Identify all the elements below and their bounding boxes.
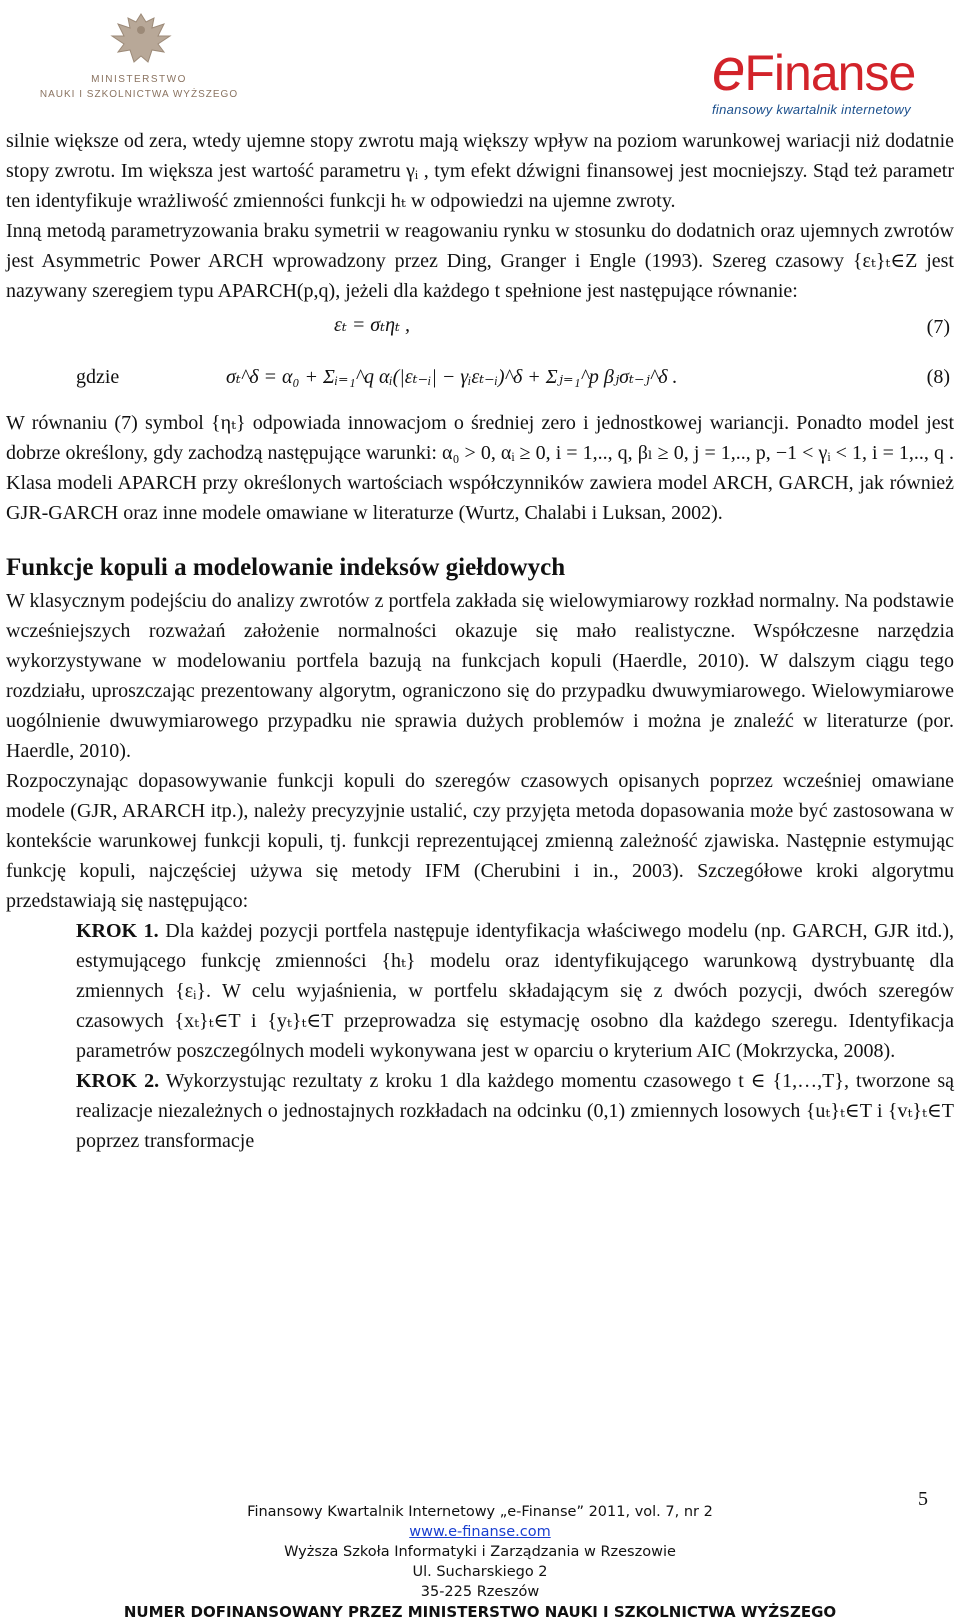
paragraph-1: silnie większe od zera, wtedy ujemne stopy zwrotu mają większy wpływ na poziom warunkowej wariacji niż dodatnie stopy zwrotu. Im większa jest wartość parametru γᵢ , tym efekt dźwigni finansowej jest mocniejszy. Stąd też parametr ten identyfikuje wrażliwość zmienności funkcji hₜ w odpowiedzi na ujemne zwroty. — [6, 130, 954, 212]
paragraph-2: Inną metodą parametryzowania braku symetrii w reagowaniu rynku w stosunku do dodatnich oraz ujemnych zwrotów jest Asymmetric Power ARCH wprowadzony przez Ding, Granger i Engle (1993). Szereg czasowy {εₜ}ₜ∈Z jest nazywany szeregiem typu APARCH(p,q), jeżeli dla każdego t spełnione jest następujące równanie: — [6, 220, 954, 302]
page-number: 5 — [918, 1488, 928, 1510]
equation-8-body: σₜ^δ = α₀ + Σᵢ₌₁^q αᵢ(|εₜ₋ᵢ| − γᵢεₜ₋ᵢ)^δ + Σⱼ₌₁^p βⱼσₜ₋ⱼ^δ . — [226, 366, 678, 388]
ministry-name-line2: NAUKI I SZKOLNICTWA WYŻSZEGO — [39, 89, 239, 100]
brand-name-e: e — [712, 36, 745, 103]
paragraph-4: W klasycznym podejściu do analizy zwrotów z portfela zakłada się wielowymiarowy rozkład normalny. Na podstawie wcześniejszych rozważań założenie normalności okazuje się mało realistyczne. Współczesne narzędzia wykorzystywane w modelowaniu portfela bazują na funkcjach kopuli (Haerdle, 2010). W dalszym ciągu tego rozdziału, uproszczając prezentowany algorytm, ograniczono się do przypadku dwuwymiarowego. Wielowymiarowe uogólnienie dwuwymiarowego przypadku nie sprawia dużych problemów i można je znaleźć w literaturze (por. Haerdle, 2010). — [6, 590, 954, 762]
footer-city: 35-225 Rzeszów — [420, 1584, 540, 1600]
footer-journal: Finansowy Kwartalnik Internetowy „e-Finanse” 2011, vol. 7, nr 2 — [247, 1504, 713, 1520]
brand-tagline: finansowy kwartalnik internetowy — [712, 102, 911, 117]
equation-7 — [6, 306, 954, 346]
footer-school: Wyższa Szkoła Informatyki i Zarządzania w Rzeszowie — [284, 1544, 676, 1560]
section-heading: Funkcje kopuli a modelowanie indeksów giełdowych — [6, 554, 566, 581]
paragraph-5: Rozpoczynając dopasowywanie funkcji kopuli do szeregów czasowych opisanych poprzez wcześniej omawiane modele (GJR, ARARCH itp.), należy precyzyjnie ustalić, czy przyjęta metoda dopasowania może być zastosowana w kontekście warunkowej funkcji kopuli, tj. funkcji reprezentującej zmienną zależność zjawiska. Następnie estymując funkcję kopuli, najczęściej używa się metody IFM (Cherubini i in., 2003). Szczegółowe kroki algorytmu przedstawiają się następująco: — [6, 770, 954, 912]
ministry-logo — [14, 10, 264, 115]
footer-website-link[interactable]: www.e-finanse.com — [409, 1524, 551, 1540]
equation-8-label: gdzie — [76, 366, 120, 388]
article-body — [6, 126, 954, 1156]
efinanse-logo — [712, 36, 952, 130]
equation-8-number: (8) — [926, 366, 950, 388]
equation-8 — [6, 346, 954, 408]
step-1-label: KROK 1. — [76, 920, 159, 942]
step-1-text: Dla każdej pozycji portfela następuje identyfikacja właściwego modelu (np. GARCH, GJR itd.), estymującego funkcję zmienności {hₜ} modelu oraz identyfikującego warunkową dystrybuantę dla zmiennych {εᵢ}. W celu wyjaśnienia, w portfelu składającym się z dwóch pozycji, dwóch szeregów czasowych {xₜ}ₜ∈T i {yₜ}ₜ∈T przeprowadza się estymację osobno dla każdego szeregu. Identyfikacja parametrów poszczególnych modeli wykonywana jest w oparciu o kryterium AIC (Mokrzycka, 2008). — [76, 920, 954, 1062]
step-2-text: Wykorzystując rezultaty z kroku 1 dla każdego momentu czasowego t ∈ {1,…,T}, tworzone są realizacje niezależnych o jednostajnych rozkładach na odcinku (0,1) zmiennych losowych {uₜ}ₜ∈T i {vₜ}ₜ∈T poprzez transformacje — [76, 1070, 954, 1152]
equation-7-number: (7) — [926, 316, 950, 338]
footer-funding-note: NUMER DOFINANSOWANY PRZEZ MINISTERSTWO NAUKI I SZKOLNICTWA WYŻSZEGO — [123, 1603, 837, 1621]
page-footer — [0, 1502, 960, 1622]
paragraph-3: W równaniu (7) symbol {ηₜ} odpowiada innowacjom o średniej zero i jednostkowej wariancji. Ponadto model jest dobrze określony, gdy zachodzą następujące warunki: α₀ > 0, αᵢ ≥ 0, i = 1,.., q, βₗ ≥ 0, j = 1,.., p, −1 < γᵢ < 1, i = 1,.., q . Klasa modeli APARCH przy określonych wartościach współczynników zawiera model ARCH, GARCH, jak również GJR-GARCH oraz inne modele omawiane w literaturze (Wurtz, Chalabi i Luksan, 2002). — [6, 412, 954, 524]
footer-street: Ul. Sucharskiego 2 — [412, 1564, 548, 1580]
step-2-label: KROK 2. — [76, 1070, 160, 1092]
brand-name — [712, 36, 952, 103]
equation-7-body: εₜ = σₜηₜ , — [334, 314, 410, 336]
brand-name-rest: Finanse — [744, 45, 916, 101]
eagle-emblem-icon — [106, 10, 176, 70]
step-2 — [6, 1066, 954, 1156]
step-1 — [6, 916, 954, 1066]
ministry-name-line1: MINISTERSTWO — [91, 74, 187, 85]
page-header — [0, 0, 960, 130]
